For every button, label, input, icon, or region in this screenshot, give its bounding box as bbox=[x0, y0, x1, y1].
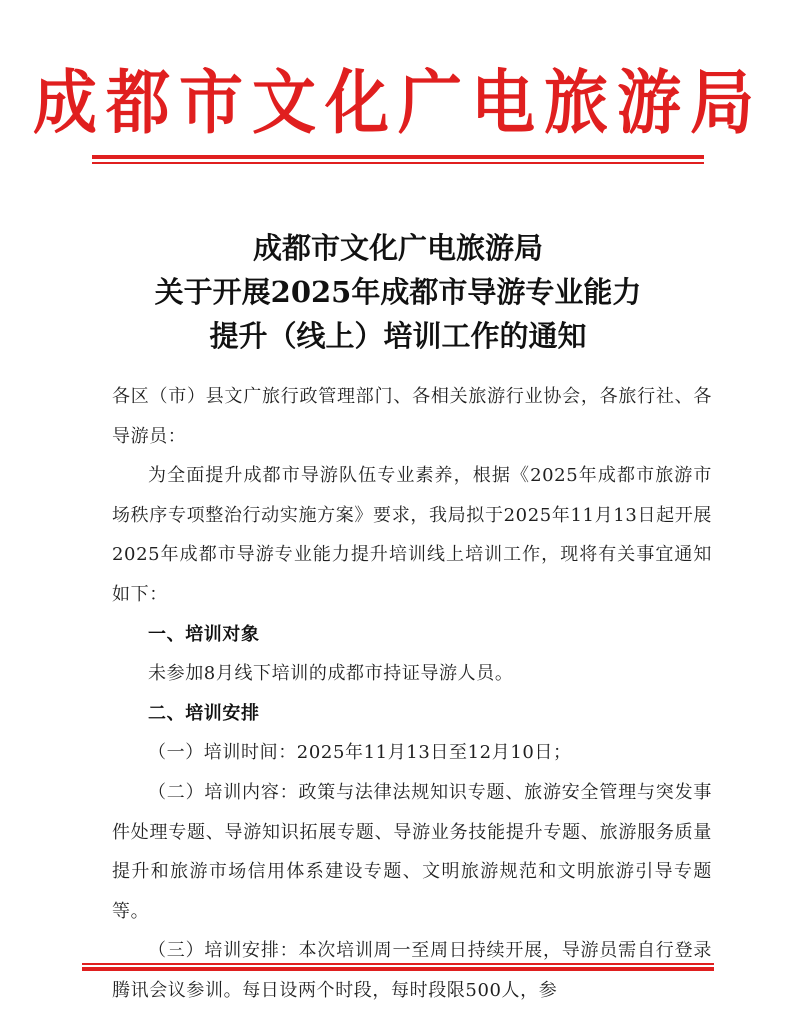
document-title bbox=[0, 226, 796, 358]
title-line-3: 提升（线上）培训工作的通知 bbox=[209, 319, 587, 353]
masthead-org-name: 成都市文化广电旅游局 bbox=[33, 64, 763, 144]
section-heading-training-target: 一、培训对象 bbox=[148, 623, 260, 645]
salutation: 各区（市）县文广旅行政管理部门、各相关旅游行业协会，各旅行社、各导游员： bbox=[112, 386, 712, 447]
header-rule-thin bbox=[92, 162, 704, 164]
item-training-schedule: （三）培训安排：本次培训周一至周日持续开展，导游员需自行登录腾讯会议参训。每日设两个时段，每时段限500人，参 bbox=[112, 940, 712, 1001]
title-line-2: 关于开展2025年成都市导游专业能力 bbox=[154, 275, 642, 309]
section-text-training-target: 未参加8月线下培训的成都市持证导游人员。 bbox=[148, 663, 514, 685]
document-body bbox=[112, 377, 712, 1011]
footer-rule-thick bbox=[82, 967, 714, 971]
intro-paragraph: 为全面提升成都市导游队伍专业素养，根据《2025年成都市旅游市场秩序专项整治行动实施方案》要求，我局拟于2025年11月13日起开展2025年成都市导游专业能力提升培训线上培训工作，现将有关事宜通知如下： bbox=[112, 465, 712, 605]
footer-rule-thin bbox=[82, 963, 714, 965]
item-training-content: （二）培训内容：政策与法律法规知识专题、旅游安全管理与突发事件处理专题、导游知识拓展专题、导游业务技能提升专题、旅游服务质量提升和旅游市场信用体系建设专题、文明旅游规范和文明旅游引导专题等。 bbox=[112, 781, 712, 922]
section-heading-training-arrangement: 二、培训安排 bbox=[148, 702, 260, 724]
header-rule-thick bbox=[92, 155, 704, 159]
title-line-1: 成都市文化广电旅游局 bbox=[252, 231, 543, 265]
item-training-time: （一）培训时间：2025年11月13日至12月10日； bbox=[148, 742, 572, 764]
